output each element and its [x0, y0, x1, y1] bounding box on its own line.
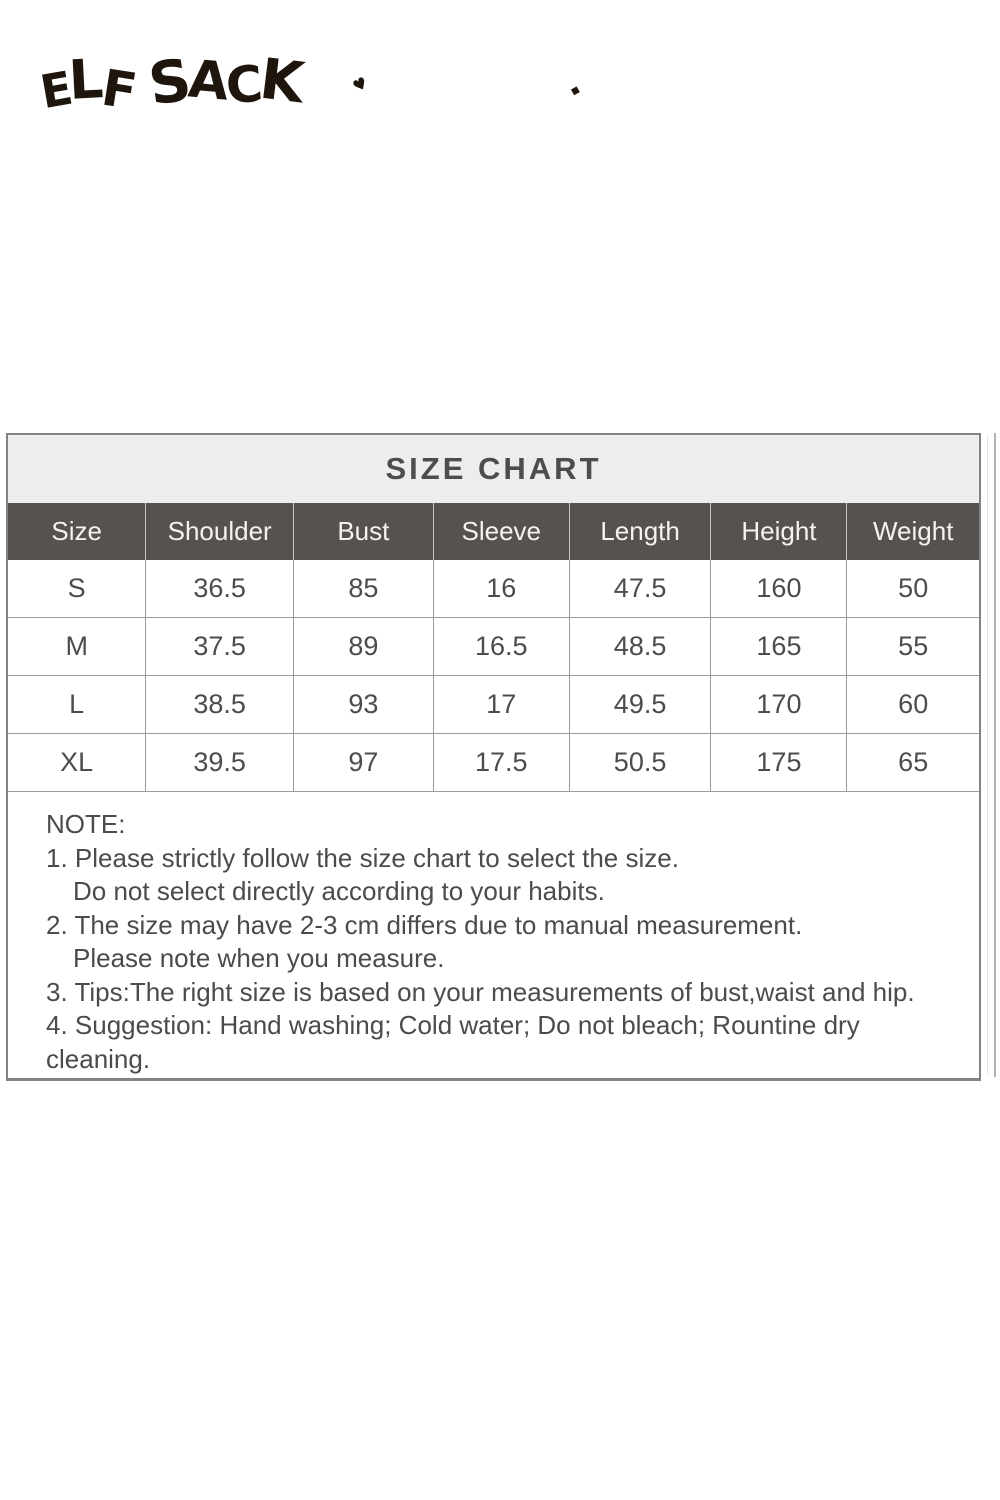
table-row-xl: [8, 734, 979, 792]
cell-length: 48.5: [569, 618, 711, 676]
cell-shoulder: 36.5: [146, 560, 294, 618]
cell-height: 170: [711, 676, 847, 734]
cell-bust: 97: [293, 734, 433, 792]
cell-weight: 60: [847, 676, 979, 734]
logo-letter-s: S: [144, 45, 196, 119]
notes-section: [8, 792, 979, 1078]
cell-sleeve: 17.5: [433, 734, 569, 792]
cell-height: 175: [711, 734, 847, 792]
cell-size: M: [8, 618, 146, 676]
heart-icon: ♥: [348, 72, 371, 97]
col-header-size: Size: [8, 503, 146, 560]
cell-shoulder: 38.5: [146, 676, 294, 734]
table-header-row: [8, 503, 979, 560]
col-header-height: Height: [711, 503, 847, 560]
cell-bust: 85: [293, 560, 433, 618]
col-header-sleeve: Sleeve: [433, 503, 569, 560]
cell-sleeve: 17: [433, 676, 569, 734]
logo-letter-a: A: [185, 49, 231, 113]
cell-size: L: [8, 676, 146, 734]
table-row-l: [8, 676, 979, 734]
col-header-bust: Bust: [293, 503, 433, 560]
cell-weight: 55: [847, 618, 979, 676]
note-line-1-cont: Do not select directly according to your habits.: [73, 876, 605, 906]
logo-letter-l: L: [67, 47, 106, 112]
cell-sleeve: 16: [433, 560, 569, 618]
cell-shoulder: 37.5: [146, 618, 294, 676]
note-line-2: 2. The size may have 2-3 cm differs due to manual measurement.: [46, 909, 803, 940]
col-header-length: Length: [569, 503, 711, 560]
cell-size: S: [8, 560, 146, 618]
cell-shoulder: 39.5: [146, 734, 294, 792]
diamond-dot-icon: ◆: [569, 82, 582, 98]
cell-height: 160: [711, 560, 847, 618]
col-header-weight: Weight: [847, 503, 979, 560]
table-row-s: [8, 560, 979, 618]
notes-heading: NOTE:: [46, 809, 126, 839]
adjacent-image-edge: [994, 433, 996, 1077]
col-header-shoulder: Shoulder: [146, 503, 294, 560]
note-line-1: 1. Please strictly follow the size chart to select the size.: [46, 842, 679, 873]
note-line-4: 4. Suggestion: Hand washing; Cold water; Do not bleach; Rountine dry cleaning.: [46, 1010, 860, 1074]
cell-length: 49.5: [569, 676, 711, 734]
cell-weight: 65: [847, 734, 979, 792]
cell-length: 47.5: [569, 560, 711, 618]
cell-length: 50.5: [569, 734, 711, 792]
logo-letter-e: E: [36, 60, 77, 120]
note-line-3: 3. Tips:The right size is based on your measurements of bust,waist and hip.: [46, 976, 915, 1007]
logo-letter-f: F: [97, 58, 141, 122]
logo-letter-k: K: [256, 46, 308, 117]
cell-bust: 93: [293, 676, 433, 734]
table-row-m: [8, 618, 979, 676]
adjacent-image-edge-light: [987, 435, 988, 1075]
cell-size: XL: [8, 734, 146, 792]
size-table: [8, 503, 979, 792]
cell-weight: 50: [847, 560, 979, 618]
cell-sleeve: 16.5: [433, 618, 569, 676]
brand-logo: [36, 45, 582, 128]
note-line-2-cont: Please note when you measure.: [73, 943, 445, 973]
cell-height: 165: [711, 618, 847, 676]
cell-bust: 89: [293, 618, 433, 676]
size-chart-panel: [6, 433, 981, 1081]
logo-letter-c: C: [223, 54, 266, 116]
size-chart-title: SIZE CHART: [8, 435, 979, 503]
